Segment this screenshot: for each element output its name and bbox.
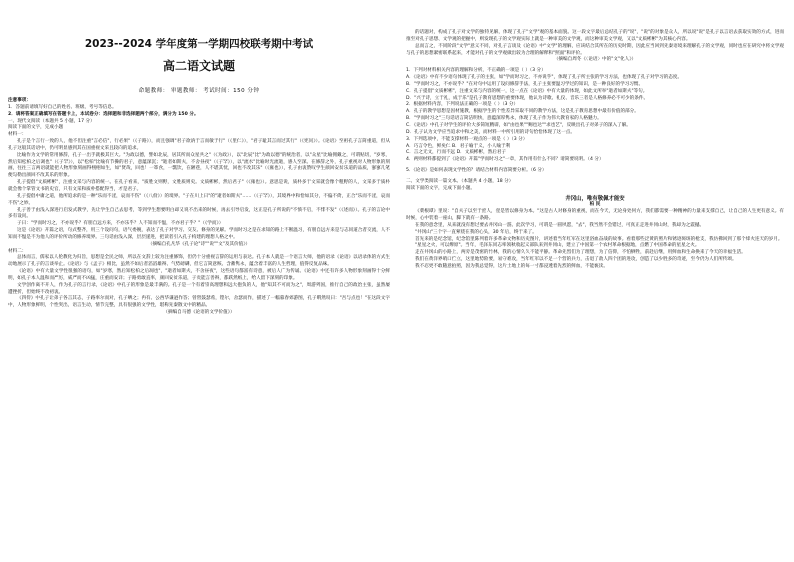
exam-title: 2023--2024 学年度第一学期四校联考期中考试 <box>84 38 314 50</box>
question-option: A．巧言令色，鲜矣仁 B．君子喻于义，小人喻于利 <box>406 143 511 149</box>
material1-paragraph: 这是《论语》开篇之语，句式整齐，用三个设问句，语气委婉，表达了孔子对学习、交友、修身的见解。学而时习之是在求知的路上不断温习，有朋自远方来是与志同道合者交流，人不知而不愠是不为他人的评价所动的修养境界。三句话由浅入深，层层递进，把读者引入孔子构建的理想人格之中。 <box>8 228 390 240</box>
question-option: C．言之无文，行而不远 D．文质彬彬，然后君子 <box>406 150 507 156</box>
quote: 子曰："学而时习之，不亦说乎？有朋自远方来，不亦乐乎？人不知而不愠，不亦君子乎？"（《学而》） <box>17 221 224 227</box>
material2-paragraph: 《四侍》中孔子让弟子各言其志，子路率尔而对，孔子哂之；冉有、公西华谦逊作答；曾皙鼓瑟希，铿尔，舍瑟而作，描述了一幅暮春郊游图，孔子喟然叹曰："吾与点也！"在这段文字中，人物形象鲜明，个性突出，语言生动，情节完整，具有很强的文学性，堪称先秦散文中的精品。 <box>8 296 390 309</box>
section-instruction: 阅读下面的文字，完成小题 <box>8 125 64 131</box>
exam-meta: 命题教师： 审题教师： 考试时间：150 分钟 <box>138 88 260 94</box>
intro-source: （摘编自周冬《〈论语〉中的"文"化人》） <box>553 57 637 63</box>
essay-paragraph: 我不忍更不敢随意拍照，因为我总觉得，这片土地上的每一寸都浸透着先烈的鲜血，不能亵渎。 <box>415 264 608 269</box>
question: 4．两则材料都提到了《论语》开篇"学而时习之"一章，其作用有什么不同？请简要说明。（4 分） <box>406 157 604 163</box>
material2-source: （摘编自马德《论语的文学价值》） <box>163 310 235 316</box>
right-column <box>400 0 790 562</box>
question-option: B．"学而时习之，不亦说乎？"在对句中运用了设问修辞手法，孔子主张要温习学过的知识，是一种良好的学习习惯。 <box>406 81 644 87</box>
question-option: D．孔子认为文学应当追求中和之美，而材料一中所引用的诗句恰恰体现了这一点。 <box>406 129 575 135</box>
essay-paragraph: "井冈山"三个字一直萦绕在我的心头，30 年后，终于来了。 <box>415 229 537 235</box>
question-option: D．"兴于诗，立于礼，成于乐"是孔子教育思想的重要体现，他认为诗歌、礼仪、音乐三者是人格修养必不可少的条件。 <box>406 95 649 101</box>
material2-paragraph: 《论语》中有大量文学性很强的语句，如"岁寒，然后知松柏之后凋也"，"逝者如斯夫，不舍昼夜"，这些语句都富有诗意，被后人广为传诵。《论语》中还有许多人物形象刻画得十分鲜明，如孔子本人温和而严厉，威严而不凶猛，庄重而安详；子路勇敢直率，颜回安贫乐道，子贡能言善辩，都跃然纸上，给人留下深刻的印象。 <box>8 269 390 281</box>
section-heading: 一、现代文阅读（本题共 5 小题，17 分） <box>8 118 95 124</box>
essay-author: 柏 民 <box>589 202 601 208</box>
essay-title: 井冈山，唯有敬佩才能安 <box>565 195 625 202</box>
question-option: B．"学而时习之"三句话语言简洁明快，意蕴深厚隽永，体现了孔子作为伟大教育家的人格魅力。 <box>406 116 602 122</box>
subject-title: 高二语文试题 <box>162 59 235 73</box>
question-option: A．《论语》中有不少语句体现了孔子的主张，如"学而时习之，不亦说乎"，体现了孔子所主张的学习方法，也体现了孔子对学习的态度。 <box>406 75 683 81</box>
question: 2．根据材料内容，下列说法正确的一项是（ ）（3 分） <box>406 102 519 108</box>
question: 3．下列选项中，不能支撑材料一观点的一项是（ ）（3 分） <box>406 136 528 142</box>
essay-paragraph: 《菜根谭》里说："自夫子以至于庶人，壹是皆以修身为本。"这是古人对修身的重视，而在今天，无论身处何方，我们都需要一种精神的力量来支撑自己，让自己的人生更有意义。有时候，心中装着一座山，脚下就有一条路。 <box>406 209 784 222</box>
material-heading: 材料一： <box>8 132 27 138</box>
question-option: A．孔子的教学思想是因材施教，根据学生的个性差异采取不同的教学方法，这是孔子教育思想中最有价值的部分。 <box>406 109 639 115</box>
notice-heading: 注意事项： <box>8 98 31 103</box>
material1-paragraph: 孔子提倡"文质彬彬"，注重文采与内容的统一。在孔子看来，"质胜文则野，文胜质则史。文质彬彬，然后君子"（《雍也》）。意思是说，质朴多于文采就会像个粗野的人，文采多于质朴就会像个掌管文书的史官，只有文采和质朴搭配得当，才是君子。 <box>8 180 390 192</box>
intro-paragraph: 总而言之，不同阶段"文学"意义不同，对孔子言谈及《论语》中"文学"的理解，应该结合其所在的历史时期，因此应当回到先秦语境来理解孔子的文学观，同时也应在研究中将文学观与孔子的思想紧密联系起来，才能对孔子的文学观做出较为合理的解释和"照面"和评价。 <box>406 43 784 56</box>
left-column <box>2 0 396 562</box>
question: 1．下列对材料相关内容的理解和分析，不正确的一项是（ ）（3 分） <box>406 68 546 74</box>
material1-paragraph: 比喻作为文学的常用修辞，孔子一出手就极其巨大。"为政以德，譬如北辰，居其所而众星共之"（《为政》），以"北辰"比"为政以德"的统治者，以"众星"比喻拥戴之，可谓贴切，"岁寒，然后知松柏之后凋也"（《子罕》），以"松柏"比喻有节操的君子，意蕴深沉；"逝者如斯夫，不舍昼夜"（《子罕》），以"流水"比喻时光流逝，感人至深。在修辞之外，孔子重视对人物形象的刻画，往往三言两语就能把人物形象刻画得栩栩如生，如"贤哉，回也！一箪食，一瓢饮，在陋巷，人不堪其忧，回也不改其乐"（《雍也》），孔子由衷赞叹学生颜回安贫乐道的品质，寥寥几笔便勾勒出颜回不改其乐的形象。 <box>8 152 390 179</box>
material2-paragraph: 总体而言，儒家以人伦教化为归旨，思想是全民之师，所以在文辞上较为注重修饰，但仍十分重视言辞的运用与表达。孔子本人就是一个语言大师，他的语录《论语》以语录体的方式生动地展示了孔子的言谈举止。《论语》与《孟子》相比，虽然不如后者滔滔雄辩、气势磅礴，但它言简意赅、含蓄隽永，蕴含着丰富的人生哲理，值得反复品味。 <box>8 255 390 268</box>
essay-paragraph: 走在井冈山的小路上，两旁是茂密的竹林，我的心情久久不能平静。革命先烈们为了理想，为了信仰，不怕牺牲，前赴后继，用鲜血和生命换来了今天的幸福生活。 <box>415 250 746 256</box>
essay-paragraph: "星星之火，可以燎原"。当年，毛泽东同志率领秋收起义部队来到井冈山，建立了中国第一个农村革命根据地，点燃了中国革命的星星之火。 <box>415 243 700 249</box>
material1-paragraph: 孔子善于由浅入深进行启发式教学，先让学生自己去思考，等到学生想要明白却又说不出来的时候，再去引导启发，这正是孔子所说的"不愤不启，不悱不发"（《述而》）。孔子的言论中多有设问。 <box>8 207 390 220</box>
question-option: C．《论语》中孔子对学生的评价大多简短精辟，如"由也果""赐也达""求也艺"，反映出孔子对弟子的深入了解。 <box>406 122 631 128</box>
question-option: C．孔子提倡"文质彬彬"，注重文采与内容的统一，这一点在《论语》中有大量的体现，如此文所举"逝者如斯夫"等句。 <box>406 88 648 94</box>
material1-paragraph: 孔子提倡中庸之道，他所追求的是一种"乐而不淫，哀而不伤"（《八佾》）的境界。"子在川上曰"的"逝者如斯夫"……（《子罕》），其境界中和恰如其分，不偏不倚，正合"乐而不淫，哀而不伤"之妙。 <box>8 193 390 206</box>
material2-paragraph: 文学创作离不开人，作为孔子的言行录，《论语》中孔子的形象是最丰满的。孔子是一个有着崇高理想和远大抱负的人，他"知其不可而为之"，周游列国，推行自己的政治主张，虽然屡遭挫折，但始终不改初衷。 <box>8 282 390 295</box>
notice-line: 1．答题前请填写好自己的姓名、班级、考号等信息。 <box>8 104 117 110</box>
section2-instruction: 阅读下面的文字，完成下面小题。 <box>406 185 475 191</box>
question: 5．《论语》是如何表现文学性的？请结合材料内容简要分析。（6 分） <box>406 168 547 174</box>
essay-paragraph: 在我的意念里，从来就没有想过要去井冈山一游。此次学习，可谓是一圆夙愿，"去"，我当然不会错过，可真正走进井冈山时，我却为之震撼。 <box>415 222 705 228</box>
notice-line: 2．请将答案正确填写在答题卡上，本试卷分：选择题和非选择题两个部分，满分为 150 分。 <box>8 111 199 117</box>
material1-paragraph: 孔子是个言行一致的人，他不但注重"言必信"，行必果"（《子路》），而且强调"君子欲讷于言而敏于行"（《里仁》），"君子耻其言而过其行"（《宪问》）。《论语》至祖孔子言简重道，但从孔子这般其话语中，仍可明显感到其在国重视文采且较向的追求。 <box>8 139 390 151</box>
section2-heading: 二、文学类阅读一篇文本。（本题共 4 小题，18 分） <box>406 178 514 184</box>
essay-paragraph: 我们在黄洋界哨口伫立，这里地势险要，易守难攻，当年红军以不足一个营的兵力，击退了敌人四个团的进攻，创造了以少胜多的奇迹，至今仍为人们所传颂。 <box>415 257 737 263</box>
material2-heading: 材料二： <box>8 248 27 254</box>
essay-paragraph: 首先来的是纪念馆，纪念馆里陈列着许多革命文物和历史图片，讲述着当年红军在这里浴血奋战的故事。看着那些泛黄的照片和锈迹斑斑的枪支，我仿佛回到了那个烽火连天的岁月。 <box>415 236 783 242</box>
material1-source: （摘编自孔凡华《孔子论"诗""说""文"及其价值》） <box>147 241 251 247</box>
intro-paragraph: 的话题对，构成了孔子对文学的独特见解，体现了孔子"文学"观的基本面貌。这一段文字最后总结孔子的"说"，"说"的对象是众人，所以说"说"是孔子以言语去获取实效的方式，进而推至对孔子思想、文学观的把握中，则发现孔子的文学观实际上就是一种审美的文学观，而这种审美文学观，又以"文质彬彬"为其核心内容。 <box>406 30 784 42</box>
